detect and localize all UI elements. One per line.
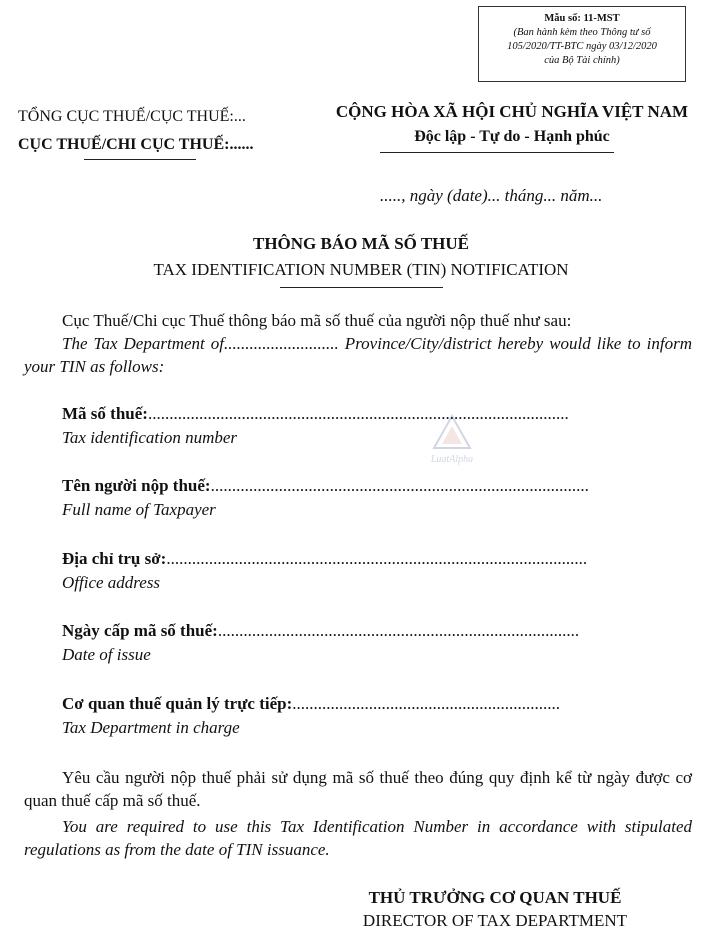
field-name-sublabel: Full name of Taxpayer	[62, 500, 216, 519]
field-address-label: Địa chỉ trụ sở:	[62, 549, 167, 568]
field-issue-date-dots: .....................................................................................	[217, 621, 580, 640]
field-address-dots: ...................................................................................................	[166, 549, 588, 568]
field-issue-date-row	[62, 621, 579, 641]
field-issue-date-sublabel: Date of issue	[62, 645, 151, 664]
authority-line-1: TỔNG CỤC THUẾ/CỤC THUẾ:...	[18, 108, 246, 125]
authority-underline	[84, 159, 196, 160]
title-underline	[280, 287, 443, 288]
authority-line-2: CỤC THUẾ/CHI CỤC THUẾ:......	[18, 136, 254, 153]
form-issuance-line-2: 105/2020/TT-BTC ngày 03/12/2020	[507, 41, 657, 52]
requirement-en: You are required to use this Tax Identification Number in accordance with stipulated regulations as from the date of TIN issuance.	[24, 817, 692, 859]
signature-title-en: DIRECTOR OF TAX DEPARTMENT	[362, 911, 628, 930]
date-line: ....., ngày (date)... tháng... năm...	[380, 186, 603, 205]
form-number: Mẫu số: 11-MST	[544, 13, 620, 24]
form-issuance-line-1: (Ban hành kèm theo Thông tư số	[513, 27, 651, 38]
national-title: CỘNG HÒA XÃ HỘI CHỦ NGHĨA VIỆT NAM	[335, 102, 689, 121]
field-department-sublabel: Tax Department in charge	[62, 718, 240, 737]
form-issuance-line-3: của Bộ Tài chính)	[544, 55, 620, 66]
requirement-vi: Yêu cầu người nộp thuế phải sử dụng mã số thuế theo đúng quy định kể từ ngày được cơ quan thuế cấp mã số thuế.	[24, 768, 692, 810]
doc-title-vi: THÔNG BÁO MÃ SỐ THUẾ	[253, 234, 469, 253]
watermark-text: LuatAlpha	[430, 454, 474, 465]
field-department-label: Cơ quan thuế quản lý trực tiếp:	[62, 694, 293, 713]
field-address-sublabel: Office address	[62, 573, 161, 592]
motto-underline	[380, 152, 614, 153]
form-number-box	[478, 6, 686, 82]
intro-en: The Tax Department of........................... Province/City/district hereby would like to inform your TIN as follows:	[24, 334, 692, 376]
field-name-label: Tên người nộp thuế:	[62, 476, 211, 495]
field-address-row	[62, 549, 587, 569]
field-name-dots: .........................................................................................	[210, 476, 589, 495]
field-tin-dots: ...................................................................................................	[147, 404, 569, 423]
field-tin-row	[62, 404, 569, 424]
signature-title-vi: THỦ TRƯỞNG CƠ QUAN THUẾ	[368, 888, 622, 907]
field-tin-label: Mã số thuế:	[62, 404, 148, 423]
field-tin-sublabel: Tax identification number	[62, 428, 238, 447]
doc-title-en: TAX IDENTIFICATION NUMBER (TIN) NOTIFICATION	[153, 260, 569, 279]
field-issue-date-label: Ngày cấp mã số thuế:	[62, 621, 218, 640]
national-motto: Độc lập - Tự do - Hạnh phúc	[414, 128, 610, 145]
field-department-row	[62, 694, 560, 714]
field-name-row	[62, 476, 589, 496]
intro-vi: Cục Thuế/Chi cục Thuế thông báo mã số thuế của người nộp thuế như sau:	[62, 311, 572, 330]
field-department-dots: ...............................................................	[292, 694, 561, 713]
